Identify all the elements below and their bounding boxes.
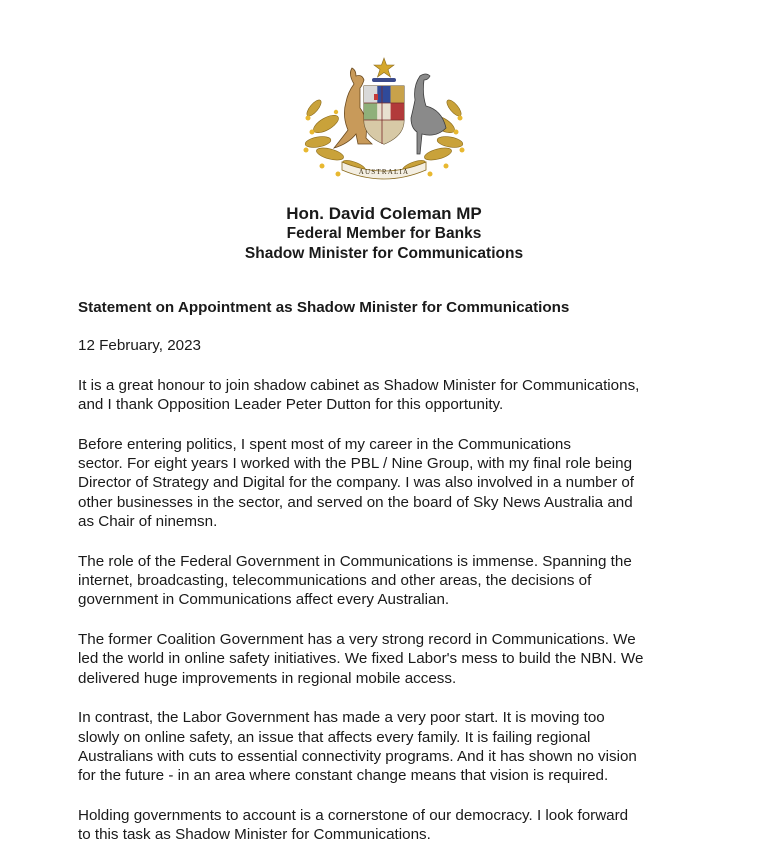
paragraph-4: The former Coalition Government has a very strong record in Communications. We led the world in online safety initiatives. We fixed Labor's mess to build the NBN. We delivered huge improvements in regional mobile access.	[78, 630, 644, 687]
letterhead	[0, 203, 768, 264]
statement-date: 12 February, 2023	[78, 337, 201, 355]
motto-text: AUSTRALIA	[358, 168, 410, 176]
coat-of-arms-emblem	[296, 54, 472, 184]
shield	[364, 86, 404, 144]
paragraph-1: It is a great honour to join shadow cabinet as Shadow Minister for Communications, and I thank Opposition Leader Peter Dutton for this opportunity.	[78, 376, 640, 414]
paragraph-6: Holding governments to account is a cornerstone of our democracy. I look forward to this task as Shadow Minister for Communications.	[78, 806, 629, 844]
electorate-title: Federal Member for Banks	[286, 225, 482, 242]
statement-body	[78, 298, 698, 865]
member-name: Hon. David Coleman MP	[286, 204, 482, 223]
statement-heading: Statement on Appointment as Shadow Minister for Communications	[78, 299, 570, 316]
paragraph-3: The role of the Federal Government in Communications is immense. Spanning the internet, broadcasting, telecommunications and other areas, the decisions of government in Communications affect every Australian.	[78, 552, 632, 609]
commonwealth-star	[374, 58, 394, 77]
portfolio-title: Shadow Minister for Communications	[244, 245, 524, 262]
paragraph-5: In contrast, the Labor Government has made a very poor start. It is moving too slowly on online safety, an issue that affects every family. It is failing regional Australians with cuts to essential connectivity programs. And it has shown no vision for the future - in an area where constant change means that vision is required.	[78, 709, 637, 785]
paragraph-2: Before entering politics, I spent most of my career in the Communications sector. For eight years I worked with the PBL / Nine Group, with my final role being Director of Strategy and Digital for the company. I was also involved in a number of other businesses in the sector, and served on the board of Sky News Australia and as Chair of ninemsn.	[78, 435, 635, 531]
